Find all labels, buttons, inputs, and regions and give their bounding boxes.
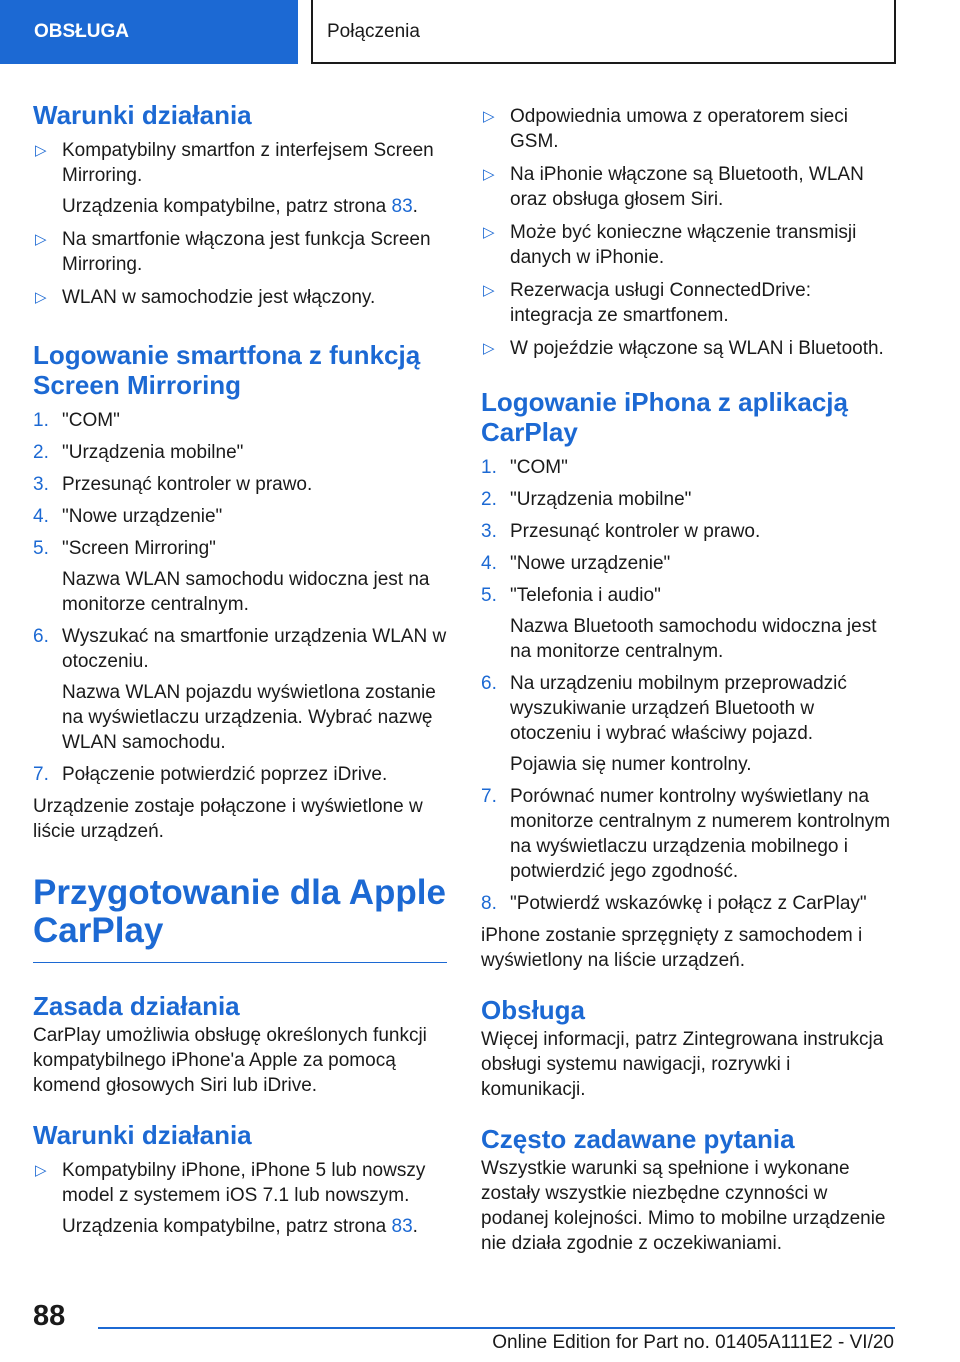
heading-principle: Zasada działania [33, 991, 240, 1021]
chapter-tab: Połączenia [311, 0, 896, 64]
requirements-list-continued [481, 104, 897, 361]
page-header [0, 0, 960, 66]
section-tab: OBSŁUGA [0, 0, 298, 64]
result-text: iPhone zostanie sprzęgnięty z samochodem i wyświetlony na liście urządzeń. [481, 925, 863, 971]
list-item: 4. "Nowe urządzenie" [33, 506, 223, 527]
list-item: ▷ Może być konieczne włączenie transmisji danych w iPhonie. [483, 222, 857, 268]
heading-login-screen-mirroring: Logowanie smartfona z funkcją Screen Mirroring [33, 340, 421, 400]
list-item: 7. Połączenie potwierdzić poprzez iDrive. [33, 764, 388, 785]
list-item: 6. Wyszukać na smartfonie urządzenia WLAN w otoczeniu. Nazwa WLAN pojazdu wyświetlona zostanie na wyświetlaczu urządzenia. Wybrać nazwę WLAN samochodu. [33, 626, 447, 753]
faq-text: Wszystkie warunki są spełnione i wykonane zostały wszystkie niezbędne czynności w podanej kolejności. Mimo to mobilne urządzenie nie działa zgodnie z oczekiwaniami. [481, 1158, 886, 1254]
list-item: 3. Przesunąć kontroler w prawo. [33, 474, 313, 495]
step-note: Pojawia się numer kontrolny. [510, 754, 752, 775]
left-column [33, 100, 447, 1247]
page-ref-link[interactable]: 83 [391, 1216, 413, 1237]
list-item: 7. Porównać numer kontrolny wyświetlany na monitorze centralnym z numerem kontrolnym na wyświetlaczu urządzenia mobilnego i potwierdzić jego zgodność. [481, 786, 891, 882]
result-text: Urządzenie zostaje połączone i wyświetlone w liście urządzeń. [33, 796, 423, 842]
list-item: 5. "Screen Mirroring" Nazwa WLAN samochodu widoczna jest na monitorze centralnym. [33, 536, 447, 617]
edition-footer: Online Edition for Part no. 01405A111E2 - VI/20 [492, 1332, 894, 1353]
list-item: ▷ Odpowiednia umowa z operatorem sieci GSM. [483, 106, 848, 152]
heading-login-carplay: Logowanie iPhona z aplikacją CarPlay [481, 387, 848, 447]
list-item: 6. Na urządzeniu mobilnym przeprowadzić wyszukiwanie urządzeń Bluetooth w otoczeniu i wybrać właściwy pojazd. Pojawia się numer kontrolny. [481, 671, 897, 777]
requirements-list [33, 1158, 447, 1239]
triangle-bullet-icon: ▷ [35, 289, 47, 306]
triangle-bullet-icon: ▷ [35, 231, 47, 248]
steps-list [481, 455, 897, 916]
principle-text: CarPlay umożliwia obsługę określonych funkcji kompatybilnego iPhone'a Apple za pomocą komend głosowych Siri lub iDrive. [33, 1025, 427, 1096]
triangle-bullet-icon: ▷ [483, 224, 495, 241]
list-item: 8. "Potwierdź wskazówkę i połącz z CarPlay" [481, 893, 867, 914]
list-item: 2. "Urządzenia mobilne" [481, 489, 692, 510]
heading-carplay-prep: Przygotowanie dla Apple CarPlay [33, 873, 446, 950]
list-item: ▷ W pojeździe włączone są WLAN i Bluetooth. [483, 338, 884, 359]
operation-text: Więcej informacji, patrz Zintegrowana instrukcja obsługi systemu nawigacji, rozrywki i komunikacji. [481, 1029, 884, 1100]
compat-note: Urządzenia kompatybilne, patrz strona 83. [62, 1216, 418, 1237]
heading-operating-conditions: Warunki działania [33, 100, 252, 130]
list-item: ▷ Na iPhonie włączone są Bluetooth, WLAN oraz obsługa głosem Siri. [483, 164, 864, 210]
triangle-bullet-icon: ▷ [483, 166, 495, 183]
list-item: ▷ Na smartfonie włączona jest funkcja Screen Mirroring. [35, 229, 431, 275]
right-column [481, 104, 897, 1256]
step-note: Nazwa WLAN samochodu widoczna jest na monitorze centralnym. [62, 569, 430, 615]
triangle-bullet-icon: ▷ [483, 282, 495, 299]
triangle-bullet-icon: ▷ [483, 108, 495, 125]
list-item: ▷ Kompatybilny smartfon z interfejsem Screen Mirroring. Urządzenia kompatybilne, patrz strona 83. [33, 138, 447, 219]
list-item: 1. "COM" [33, 410, 120, 431]
chapter-heading-block [33, 874, 447, 963]
page-number: 88 [33, 1300, 66, 1332]
list-item: 1. "COM" [481, 457, 568, 478]
compat-note: Urządzenia kompatybilne, patrz strona 83. [62, 196, 418, 217]
list-item: ▷ Rezerwacja usługi ConnectedDrive: integracja ze smartfonem. [483, 280, 811, 326]
list-item: 2. "Urządzenia mobilne" [33, 442, 244, 463]
list-item: ▷ Kompatybilny iPhone, iPhone 5 lub nowszy model z systemem iOS 7.1 lub nowszym. Urządzenia kompatybilne, patrz strona 83. [33, 1158, 447, 1239]
step-note: Nazwa WLAN pojazdu wyświetlona zostanie na wyświetlaczu urządzenia. Wybrać nazwę WLAN samochodu. [62, 682, 436, 753]
steps-list [33, 408, 447, 787]
triangle-bullet-icon: ▷ [35, 142, 47, 159]
list-item: 4. "Nowe urządzenie" [481, 553, 671, 574]
heading-operation: Obsługa [481, 995, 586, 1025]
requirements-list [33, 138, 447, 310]
heading-operating-conditions-carplay: Warunki działania [33, 1120, 252, 1150]
list-item: ▷ WLAN w samochodzie jest włączony. [35, 287, 376, 308]
list-item: 5. "Telefonia i audio" Nazwa Bluetooth samochodu widoczna jest na monitorze centralnym. [481, 583, 897, 664]
footer-divider [98, 1327, 895, 1329]
heading-faq: Często zadawane pytania [481, 1124, 795, 1154]
triangle-bullet-icon: ▷ [483, 340, 495, 357]
step-note: Nazwa Bluetooth samochodu widoczna jest na monitorze centralnym. [510, 616, 877, 662]
list-item: 3. Przesunąć kontroler w prawo. [481, 521, 761, 542]
page-ref-link[interactable]: 83 [391, 196, 413, 217]
triangle-bullet-icon: ▷ [35, 1162, 47, 1179]
